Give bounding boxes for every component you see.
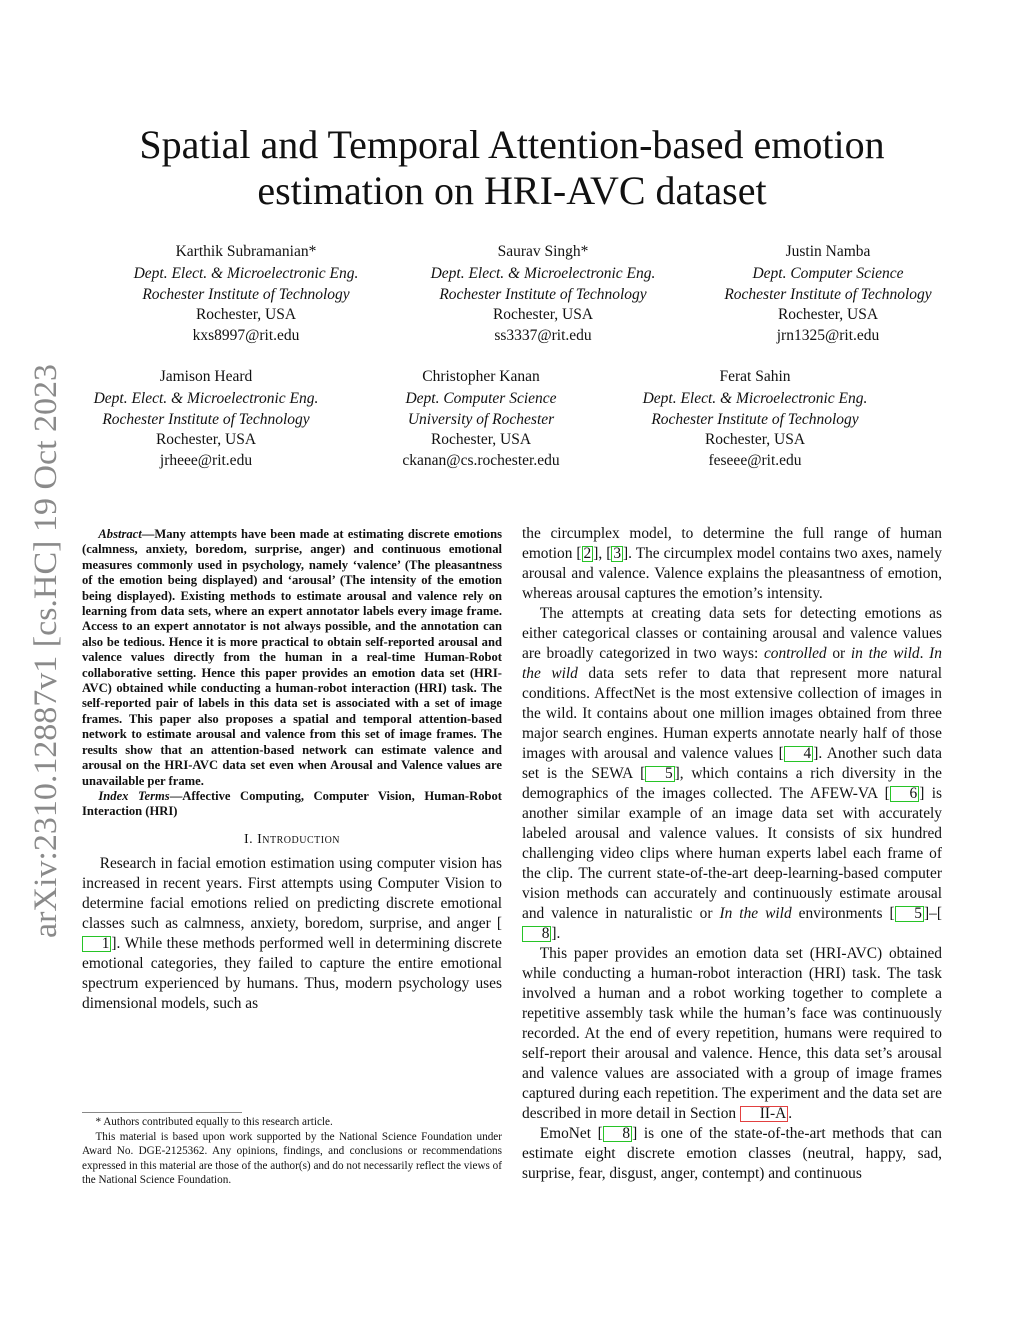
section-number: I.	[243, 831, 254, 847]
body-text: The attempts at creating data sets for detecting emotions as either categorical classes or containing arousal and valence values are broadly categorized in two ways:	[522, 605, 942, 662]
abstract-label: Abstract	[98, 527, 142, 541]
body-text: . The circumplex model contains two axes, namely arousal and valence. Valence explains the pleasantness of emotion, whereas arousal captures the emotion’s intensity.	[522, 545, 942, 602]
author-location: Rochester, USA	[195, 306, 297, 324]
author-dept: Dept. Elect. & Microelectronic Eng.	[642, 389, 868, 407]
author-email: ckanan@cs.rochester.edu	[402, 452, 560, 470]
body-text: environments	[791, 905, 890, 922]
citation-link[interactable]: 3	[613, 545, 622, 562]
left-column	[82, 527, 502, 1014]
section-title: Introduction	[257, 831, 341, 847]
arxiv-identifier: arXiv:2310.12887v1 [cs.HC] 19 Oct 2023	[28, 380, 64, 938]
author-email: jrn1325@rit.edu	[776, 327, 880, 345]
footnote-authors: * Authors contributed equally to this research article.	[95, 1116, 333, 1128]
author-name: Karthik Subramanian*	[175, 243, 317, 260]
author-name: Justin Namba	[785, 243, 871, 260]
author-block	[678, 242, 978, 347]
body-text-italic: in the wild	[850, 645, 920, 662]
citation-link[interactable]: 8	[522, 926, 551, 942]
section-reference-link[interactable]: II-A	[740, 1106, 788, 1122]
author-institution: Rochester Institute of Technology	[439, 285, 647, 303]
body-text: .	[919, 645, 930, 662]
citation-link[interactable]: 8	[603, 1126, 632, 1142]
author-location: Rochester, USA	[777, 306, 879, 324]
author-institution: Rochester Institute of Technology	[724, 285, 932, 303]
body-text: EmoNet	[539, 1125, 598, 1142]
author-name: Ferat Sahin	[719, 368, 791, 385]
body-text: data sets refer to data that represent more natural conditions. AffectNet is the most extensive collection of images in the wild. It contains about one million images obtained from three major search engines. Human experts annotate nearly half of those images with arousal and valence values	[522, 665, 942, 762]
author-email: feseee@rit.edu	[708, 452, 802, 470]
footnote-rule	[82, 1112, 242, 1113]
title-line-1: Spatial and Temporal Attention-based emotion	[139, 122, 885, 167]
body-text: or	[826, 645, 851, 662]
author-name: Jamison Heard	[159, 368, 253, 385]
author-name: Saurav Singh*	[497, 243, 589, 260]
author-location: Rochester, USA	[492, 306, 594, 324]
author-institution: Rochester Institute of Technology	[142, 285, 350, 303]
body-text: . Another such data set is the SEWA	[522, 745, 942, 782]
body-text-italic: In the wild	[522, 645, 942, 682]
author-block	[605, 367, 905, 472]
author-email: jrheee@rit.edu	[159, 452, 253, 470]
footnotes	[82, 1115, 502, 1188]
author-institution: Rochester Institute of Technology	[102, 410, 310, 428]
right-column: the circumplex model, to determine the full range of human emotion [ 2 ], [ 3 ]. The circumplex model contains two axes, namely arousal and valence. Valence explains the pleasantness of emotion, whereas arousal captures the emotion’s intensity. The attempts at creating data sets for detecting emotions as either categorical classes or containing arousal and valence values are broadly categorized in two ways: controlled or in the wild. In the wild data sets refer to data that represent more natural conditions. AffectNet is the most extensive collection of images in the wild. It contains about one million images obtained from three major search engines. Human experts annotate nearly half of those images with arousal and valence values [ 4 ]. Another such data set is the SEWA [ 5 ], which contains a rich diversity in the demographics of the images collected. The AFEW-VA [ 6 ] is another similar example of an image data set with accurately labeled arousal and valence values. It consists of six hundred challenging video clips where human experts label each frame of the clip. The current state-of-the-art deep-learning-based computer vision methods can accurately and continuously estimate arousal and valence in naturalistic or In the wild environments [ 5 ]–[8 ]. This paper provides an emotion data set (HRI-AVC) obtained while conducting a human-robot interaction (HRI) task. The task involved a human and a robot working together to complete a repetitive assembly task while the human’s face was continuously recorded. At the end of every repetition, humans were required to self-report their arousal and valence. Hence, this data set’s arousal and valence values are associated with a group of image frames captured during each repetition. The experiment and the data set are described in more detail in Section II-A . EmoNet [ 8 ] is one of the state-of-the-art methods that can estimate eight discrete emotion classes (neutral, happy, sad, surprise, fear, disgust, anger, contempt) and continuous	[522, 525, 943, 1182]
citation-link[interactable]: 4	[784, 746, 813, 762]
index-terms-label: Index Terms	[98, 788, 170, 803]
author-block	[96, 242, 396, 347]
citation-link[interactable]: 5	[895, 906, 924, 922]
index-terms-text: —Affective Computing, Computer Vision, Human-Robot Interaction (HRI)	[82, 788, 502, 819]
intro-body: Research in facial emotion estimation using computer vision has increased in recent years. First attempts using Computer Vision to determine facial emotions relied on predicting discrete emotional classes such as calmness, anxiety, boredom, surprise, and anger [1 ]. While these methods performed well in determining discrete emotional categories, they failed to capture the entire emotional spectrum experienced by humans. Thus, modern psychology uses dimensional models, such as	[82, 854, 502, 1012]
paper-title	[60, 122, 964, 214]
author-dept: Dept. Computer Science	[752, 264, 904, 282]
section-heading	[82, 832, 502, 848]
author-dept: Dept. Elect. & Microelectronic Eng.	[93, 389, 319, 407]
body-text: , which contains a rich diversity in the demographics of the images collected. The AFEW-VA	[522, 765, 942, 802]
body-text: This paper provides an emotion data set (HRI-AVC) obtained while conducting a human-robot interaction (HRI) task. The task involved a human and a robot working together to complete a repetitive assembly task while the human’s face was continuously recorded. At the end of every repetition, humans were required to self-report their arousal and valence. Hence, this data set’s arousal and valence values are associated with a group of image frames captured during each repetition. The experiment and the data set are described in more detail in Section	[522, 945, 942, 1122]
body-text: is another similar example of an image data set with accurately labeled arousal and valence values. It consists of six hundred challenging video clips where human experts label each frame of the clip. The current state-of-the-art deep-learning-based computer vision methods can accurately and continuously estimate arousal and valence in naturalistic or	[522, 785, 942, 922]
author-dept: Dept. Elect. & Microelectronic Eng.	[133, 264, 359, 282]
author-block	[56, 367, 356, 472]
body-text: .	[788, 1105, 793, 1122]
author-dept: Dept. Elect. & Microelectronic Eng.	[430, 264, 656, 282]
abstract-text: —Many attempts have been made at estimating discrete emotions (calmness, anxiety, boredom, surprise, anger) and continuous emotional measures commonly used in psychology, namely ‘valence’ (The pleasantness of the emotion being displayed) and ‘arousal’ (The intensity of the emotion being displayed). Existing methods to estimate arousal and valence rely on learning from data sets, where an expert annotator labels every image frame. Access to an expert annotator is not always possible, and the annotation can also be tedious. Hence it is more practical to obtain self-reported arousal and valence values directly from the human in a real-time Human-Robot collaborative setting. Hence this paper provides an emotion data set (HRI-AVC) obtained while conducting a human-robot interaction (HRI) task. The self-reported pair of labels in this data set is associated with a set of image frames. This paper also proposes a spatial and temporal attention-based network to estimate arousal and valence from this set of image frames. The results show that an attention-based network can estimate valence and arousal on the HRI-AVC data set even when Arousal and Valence values are unavailable per frame.	[82, 527, 502, 788]
author-name: Christopher Kanan	[422, 368, 540, 385]
body-text: is one of the state-of-the-art methods that can estimate eight discrete emotion classes (neutral, happy, sad, surprise, fear, disgust, anger, contempt) and continuous	[522, 1125, 943, 1182]
author-dept: Dept. Computer Science	[405, 389, 557, 407]
author-location: Rochester, USA	[704, 431, 806, 449]
body-text: .	[556, 925, 561, 942]
intro-text: . While these methods performed well in determining discrete emotional categories, they failed to capture the entire emotional spectrum experienced by humans. Thus, modern psychology uses dimensional models, such as	[82, 934, 502, 1012]
body-text-italic: In the wild	[719, 905, 792, 922]
body-text: the circumplex model, to determine the full range of human emotion	[522, 525, 942, 562]
title-line-2: estimation on HRI-AVC dataset	[257, 168, 767, 213]
citation-link[interactable]: 6	[890, 786, 919, 802]
author-institution: University of Rochester	[407, 410, 555, 428]
author-email: ss3337@rit.edu	[494, 327, 592, 345]
footnote-funding: This material is based upon work supported by the National Science Foundation under Award No. DGE-2125362. Any opinions, findings, and conclusions or recommendations expressed in this material are those of the author(s) and do not necessarily reflect the views of the National Science Foundation.	[82, 1130, 503, 1187]
author-location: Rochester, USA	[430, 431, 532, 449]
author-email: kxs8997@rit.edu	[192, 327, 300, 345]
body-text: –	[929, 905, 937, 922]
author-institution: Rochester Institute of Technology	[651, 410, 859, 428]
citation-link[interactable]: 5	[645, 766, 674, 782]
citation-link[interactable]: 1	[82, 936, 111, 952]
intro-text: Research in facial emotion estimation using computer vision has increased in recent years. First attempts using Computer Vision to determine facial emotions relied on predicting discrete emotional classes such as calmness, anxiety, boredom, surprise, and anger	[82, 854, 502, 932]
author-block	[331, 367, 631, 472]
author-block	[393, 242, 693, 347]
citation-link[interactable]: 2	[583, 545, 592, 562]
abstract	[82, 527, 502, 820]
body-text-italic: controlled	[763, 645, 827, 662]
author-location: Rochester, USA	[155, 431, 257, 449]
